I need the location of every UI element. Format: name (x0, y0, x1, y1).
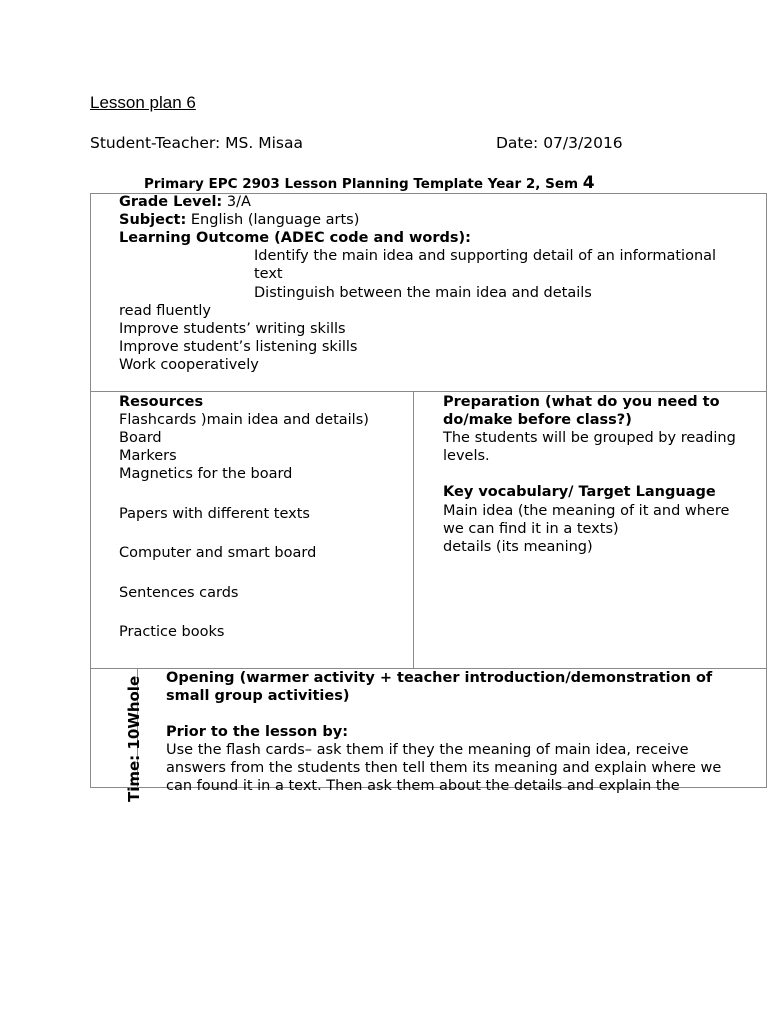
grade-level-label: Grade Level: (119, 194, 223, 210)
table-border-right (766, 193, 767, 788)
outcome-line: text (254, 266, 283, 282)
learning-outcome-heading: Learning Outcome (ADEC code and words): (119, 230, 471, 246)
preparation-heading: Preparation (what do you need to (443, 394, 720, 410)
template-title-text: Primary EPC 2903 Lesson Planning Template Year 2, Sem (144, 176, 583, 192)
opening-text: answers from the students then tell them its meaning and explain where we (166, 760, 722, 776)
outcome-line: Identify the main idea and supporting detail of an informational (254, 248, 717, 264)
resource-item: Flashcards )main idea and details) (119, 412, 369, 428)
vocabulary-line: Main idea (the meaning of it and where (443, 503, 730, 519)
resources-preparation-divider (413, 391, 414, 668)
grade-level-value: 3/A (222, 194, 251, 210)
vocabulary-heading: Key vocabulary/ Target Language (443, 484, 716, 500)
other-outcome: Improve student’s listening skills (119, 339, 358, 355)
prior-lesson-heading: Prior to the lesson by: (166, 724, 349, 740)
time-label-cell (92, 669, 143, 802)
other-outcome: Improve students’ writing skills (119, 321, 346, 337)
resource-item: Papers with different texts (119, 506, 310, 522)
vocabulary-line: we can find it in a texts) (443, 521, 619, 537)
other-outcome: Work cooperatively (119, 357, 259, 373)
resource-item: Computer and smart board (119, 545, 317, 561)
resource-item: Sentences cards (119, 585, 239, 601)
other-outcome: read fluently (119, 303, 211, 319)
grade-level (119, 193, 251, 211)
row-divider-1 (90, 391, 767, 392)
opening-heading: Opening (warmer activity + teacher introduction/demonstration of (166, 670, 713, 686)
resource-item: Practice books (119, 624, 225, 640)
preparation-text: The students will be grouped by reading (443, 430, 736, 446)
page-title: Lesson plan 6 (90, 93, 196, 112)
preparation-text: levels. (443, 448, 490, 464)
student-teacher: Student-Teacher: MS. Misaa (90, 134, 304, 152)
preparation-heading-cont: do/make before class?) (443, 412, 632, 428)
subject (119, 211, 359, 229)
lesson-date: Date: 07/3/2016 (496, 134, 623, 152)
opening-text: Use the flash cards– ask them if they the meaning of main idea, receive (166, 742, 689, 758)
table-border-left (90, 193, 91, 788)
opening-heading-cont: small group activities) (166, 688, 350, 704)
resource-item: Markers (119, 448, 177, 464)
opening-cell (138, 669, 766, 794)
semester-number: 4 (582, 173, 595, 193)
template-title (144, 173, 595, 193)
resource-item: Board (119, 430, 162, 446)
subject-label: Subject: (119, 212, 187, 228)
resources-heading: Resources (119, 394, 204, 410)
opening-text: can found it in a text. Then ask them about the details and explain the (166, 778, 680, 794)
subject-value: English (language arts) (186, 212, 360, 228)
resource-item: Magnetics for the board (119, 466, 293, 482)
outcome-line: Distinguish between the main idea and details (254, 285, 592, 301)
time-label: Time: 10Whole (125, 675, 143, 802)
vocabulary-line: details (its meaning) (443, 539, 593, 555)
